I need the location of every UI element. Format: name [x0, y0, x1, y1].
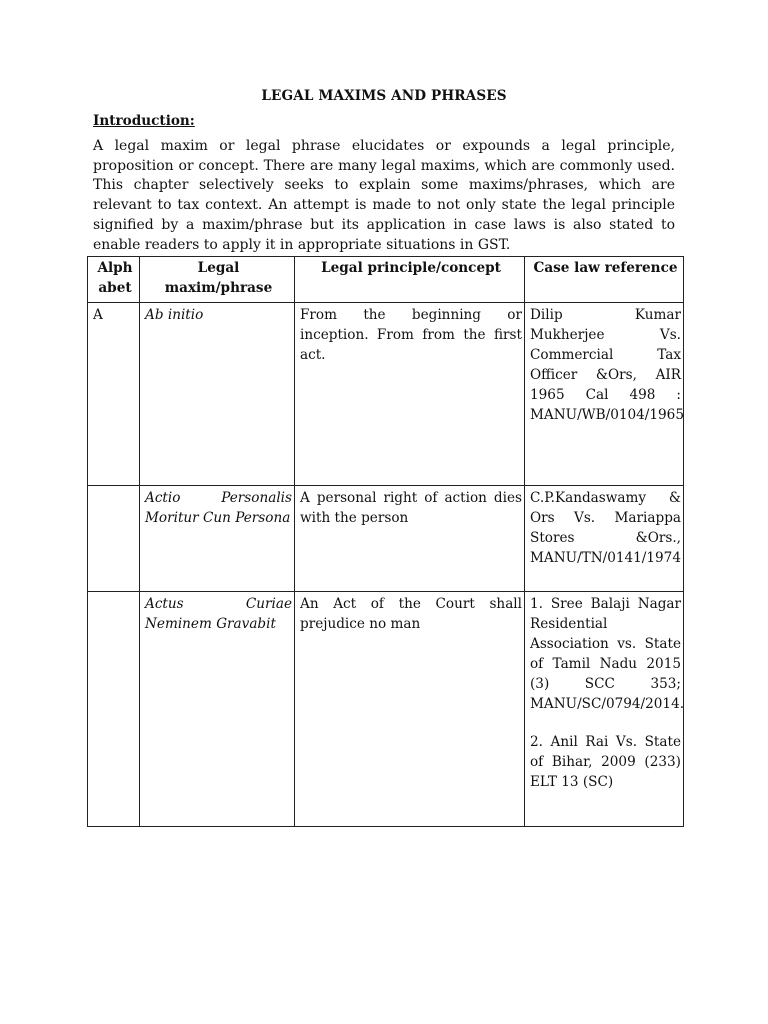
introduction-heading: Introduction: [93, 113, 195, 129]
cell-case-law [525, 592, 684, 827]
cell-principle: A personal right of action dies with the person [295, 486, 525, 592]
cell-maxim: Actus Curiae Neminem Gravabit [140, 592, 295, 827]
introduction-paragraph: A legal maxim or legal phrase elucidates or expounds a legal principle, proposition or concept. There are many legal maxims, which are commonly used. This chapter selectively seeks to explain some maxims/phrases, which are relevant to tax context. An attempt is made to not only state the legal principle signified by a maxim/phrase but its application in case laws is also stated to enable readers to apply it in appropriate situations in GST. [93, 138, 675, 253]
cell-maxim: Ab initio [140, 303, 295, 486]
header-alphabet: Alph abet [88, 257, 140, 303]
cell-principle: An Act of the Court shall prejudice no man [295, 592, 525, 827]
table-row [88, 592, 684, 827]
case-law-reference: 1. Sree Balaji Nagar Residential Association vs. State of Tamil Nadu 2015 (3) SCC 353; MANU/SC/0794/2014. [530, 596, 685, 712]
cell-alphabet: A [88, 303, 140, 486]
case-law-reference: C.P.Kandaswamy & Ors Vs. Mariappa Stores &Ors., MANU/TN/0141/1974 [530, 490, 681, 566]
case-law-reference: 2. Anil Rai Vs. State of Bihar, 2009 (233) ELT 13 (SC) [530, 734, 681, 790]
header-legal-principle: Legal principle/concept [295, 257, 525, 303]
cell-maxim: Actio Personalis Moritur Cun Persona [140, 486, 295, 592]
cell-alphabet [88, 486, 140, 592]
cell-principle: From the beginning or inception. From from the first act. [295, 303, 525, 486]
document-title: LEGAL MAXIMS AND PHRASES [261, 88, 507, 104]
case-law-reference: Dilip Kumar Mukherjee Vs. Commercial Tax Officer &Ors, AIR 1965 Cal 498 : MANU/WB/0104/1965 [530, 307, 684, 423]
header-legal-maxim: Legal maxim/phrase [140, 257, 295, 303]
table-row [88, 303, 684, 486]
table-header-row [88, 257, 684, 303]
cell-case-law [525, 303, 684, 486]
header-case-law: Case law reference [525, 257, 684, 303]
cell-case-law [525, 486, 684, 592]
table-row [88, 486, 684, 592]
cell-alphabet [88, 592, 140, 827]
case-law-spacer [530, 714, 681, 732]
maxims-table [87, 256, 684, 827]
